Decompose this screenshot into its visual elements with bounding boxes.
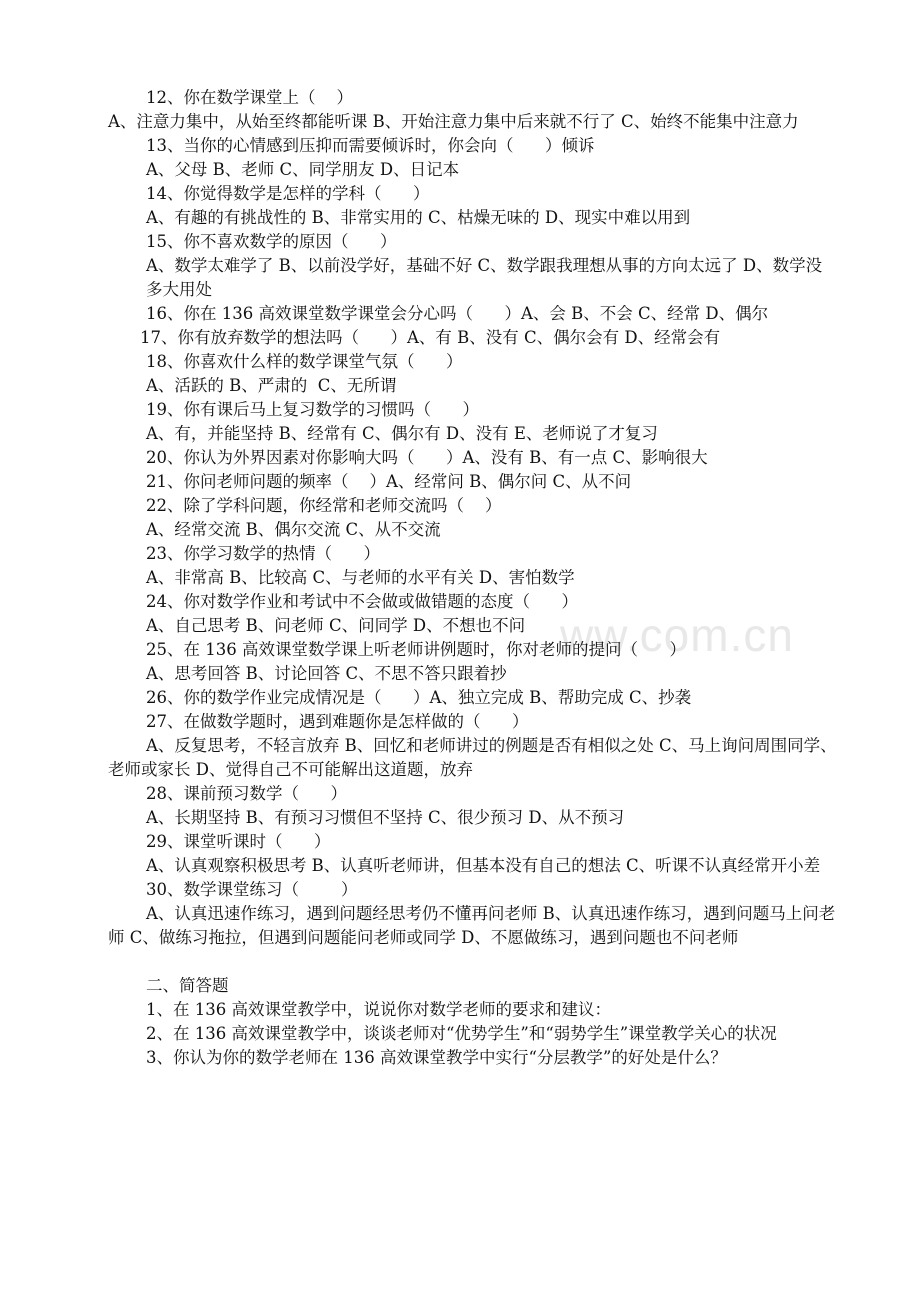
question-18: 18、你喜欢什么样的数学课堂气氛（ ） — [146, 352, 463, 371]
question-23-options: A、非常高 B、比较高 C、与老师的水平有关 D、害怕数学 — [146, 568, 575, 587]
question-30: 30、数学课堂练习（ ） — [146, 880, 358, 899]
question-29: 29、课堂听课时（ ） — [146, 832, 331, 851]
question-19: 19、你有课后马上复习数学的习惯吗（ ） — [146, 400, 479, 419]
question-13: 13、当你的心情感到压抑而需要倾诉时，你会向（ ）倾诉 — [146, 136, 595, 155]
question-28-options: A、长期坚持 B、有预习习惯但不坚持 C、很少预习 D、从不预习 — [146, 808, 625, 827]
question-21: 21、你问老师问题的频率（ ）A、经常问 B、偶尔问 C、从不问 — [146, 472, 632, 491]
question-17: 17、你有放弃数学的想法吗（ ）A、有 B、没有 C、偶尔会有 D、经常会有 — [140, 328, 721, 347]
question-19-options: A、有，并能坚持 B、经常有 C、偶尔有 D、没有 E、老师说了才复习 — [146, 424, 658, 443]
question-23: 23、你学习数学的热情（ ） — [146, 544, 380, 563]
question-13-options: A、父母 B、老师 C、同学朋友 D、日记本 — [146, 160, 460, 179]
question-29-options: A、认真观察积极思考 B、认真听老师讲，但基本没有自己的想法 C、听课不认真经常开小差 — [146, 856, 821, 875]
short-answer-3: 3、你认为你的数学老师在 136 高效课堂教学中实行“分层教学”的好处是什么？ — [146, 1048, 727, 1067]
watermark: ww.com.cn — [560, 609, 794, 661]
question-18-options: A、活跃的 B、严肃的 C、无所谓 — [146, 376, 397, 395]
short-answer-1: 1、在 136 高效课堂教学中，说说你对数学老师的要求和建议： — [146, 1000, 611, 1019]
question-22: 22、除了学科问题，你经常和老师交流吗（ ） — [146, 496, 502, 515]
question-27: 27、在做数学题时，遇到难题你是怎样做的（ ） — [146, 712, 529, 731]
short-answer-2: 2、在 136 高效课堂教学中，谈谈老师对“优势学生”和“弱势学生”课堂教学关心的状况 — [146, 1024, 777, 1043]
spacer — [108, 950, 838, 974]
question-27-options: A、反复思考，不轻言放弃 B、回忆和老师讲过的例题是否有相似之处 C、马上询问周围同学、老师或家长 D、觉得自己不可能解出这道题，放弃 — [108, 736, 837, 779]
question-15: 15、你不喜欢数学的原因（ ） — [146, 232, 397, 251]
section-2-heading: 二、简答题 — [146, 976, 229, 995]
question-20: 20、你认为外界因素对你影响大吗（ ）A、没有 B、有一点 C、影响很大 — [146, 448, 708, 467]
question-12-options: A、注意力集中，从始至终都能听课 B、开始注意力集中后来就不行了 C、始终不能集中注意力 — [108, 112, 799, 131]
questionnaire-body — [108, 86, 838, 1070]
question-15-options: A、数学太难学了 B、以前没学好，基础不好 C、数学跟我理想从事的方向太远了 D、数学没多大用处 — [146, 256, 823, 299]
question-25-options: A、思考回答 B、讨论回答 C、不思不答只跟着抄 — [146, 664, 507, 683]
question-25: 25、在 136 高效课堂数学课上听老师讲例题时，你对老师的提问（ ） — [146, 640, 686, 659]
question-24: 24、你对数学作业和考试中不会做或做错题的态度（ ） — [146, 592, 578, 611]
question-28: 28、课前预习数学（ ） — [146, 784, 347, 803]
question-12: 12、你在数学课堂上（ ） — [146, 88, 353, 107]
question-24-options: A、自己思考 B、问老师 C、问同学 D、不想也不问 — [146, 616, 526, 635]
question-14-options: A、有趣的有挑战性的 B、非常实用的 C、枯燥无味的 D、现实中难以用到 — [146, 208, 691, 227]
question-26: 26、你的数学作业完成情况是（ ）A、独立完成 B、帮助完成 C、抄袭 — [146, 688, 692, 707]
question-30-options: A、认真迅速作练习，遇到问题经思考仍不懂再问老师 B、认真迅速作练习，遇到问题马上问老师 C、做练习拖拉，但遇到问题能问老师或同学 D、不愿做练习，遇到问题也不问老师 — [108, 904, 836, 947]
question-22-options: A、经常交流 B、偶尔交流 C、从不交流 — [146, 520, 441, 539]
question-14: 14、你觉得数学是怎样的学科（ ） — [146, 184, 430, 203]
question-16: 16、你在 136 高效课堂数学课堂会分心吗（ ）A、会 B、不会 C、经常 D、偶尔 — [146, 304, 769, 323]
